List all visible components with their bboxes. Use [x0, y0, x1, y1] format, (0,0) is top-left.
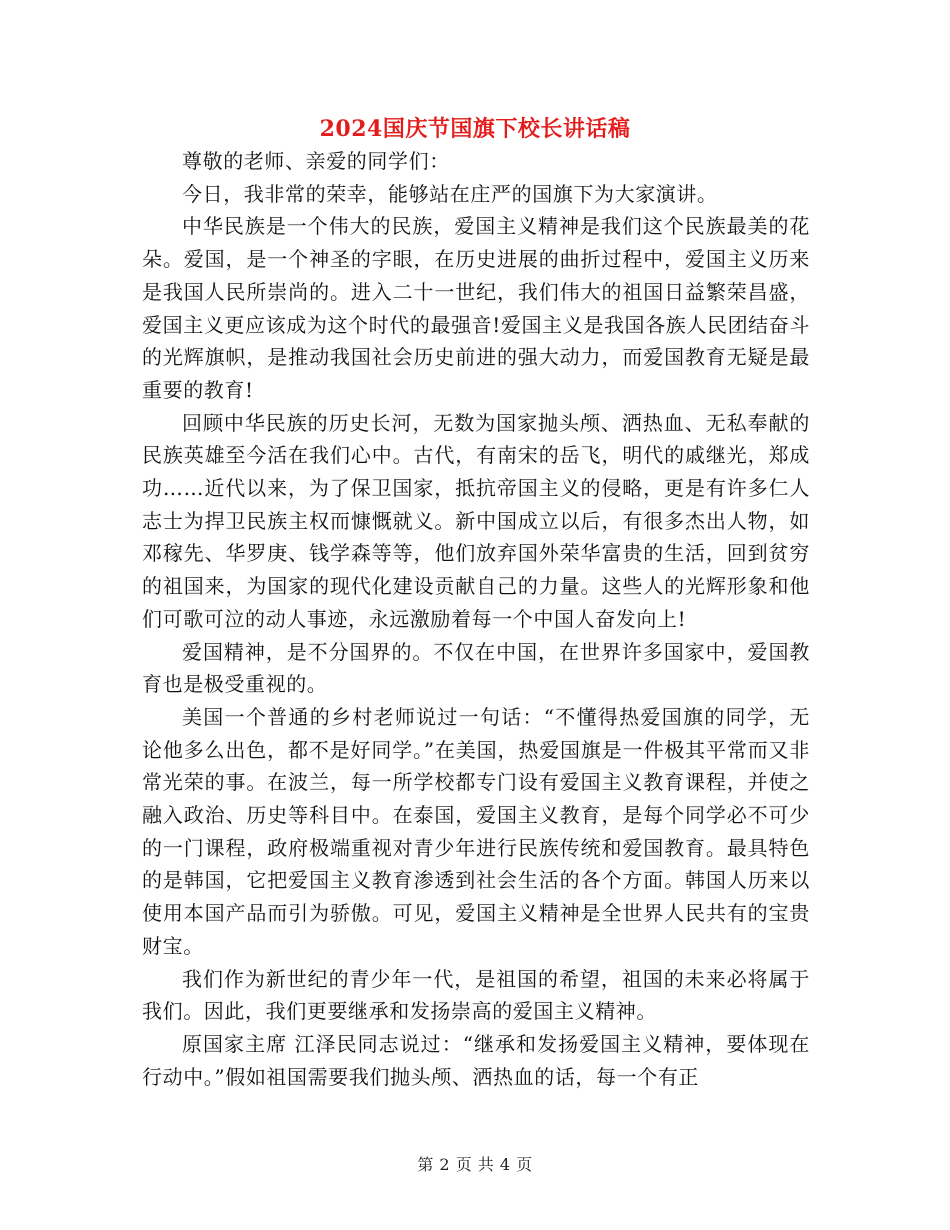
document-body [142, 145, 810, 1093]
paragraph: 爱国精神，是不分国界的。不仅在中国，在世界许多国家中，爱国教育也是极受重视的。 [142, 639, 810, 697]
paragraph-salutation: 尊敬的老师、亲爱的同学们： [182, 149, 450, 173]
paragraph: 原国家主席 江泽民同志说过：“继承和发扬爱国主义精神，要体现在行动中。”假如祖国需要我们抛头颅、洒热血的话，每一个有正 [142, 1031, 810, 1089]
paragraph: 我们作为新世纪的青少年一代，是祖国的希望，祖国的未来必将属于我们。因此，我们更要继承和发扬崇高的爱国主义精神。 [142, 966, 810, 1024]
paragraph: 中华民族是一个伟大的民族，爱国主义精神是我们这个民族最美的花朵。爱国，是一个神圣的字眼，在历史进展的曲折过程中，爱国主义历来是我国人民所崇尚的。进入二十一世纪，我们伟大的祖国日益繁荣昌盛，爱国主义更应该成为这个时代的最强音!爱国主义是我国各族人民团结奋斗的光辉旗帜，是推动我国社会历史前进的强大动力，而爱国教育无疑是最重要的教育! [142, 214, 810, 402]
page-footer: 第 2 页 共 4 页 [417, 1155, 533, 1174]
paragraph: 美国一个普通的乡村老师说过一句话：“不懂得热爱国旗的同学，无论他多么出色，都不是好同学。”在美国，热爱国旗是一件极其平常而又非常光荣的事。在波兰，每一所学校都专门设有爱国主义教育课程，并使之融入政治、历史等科目中。在泰国，爱国主义教育，是每个同学必不可少的一门课程，政府极端重视对青少年进行民族传统和爱国教育。最具特色的是韩国，它把爱国主义教育渗透到社会生活的各个方面。韩国人历来以使用本国产品而引为骄傲。可见，爱国主义精神是全世界人民共有的宝贵财宝。 [142, 704, 810, 958]
document-title: 2024国庆节国旗下校长讲话稿 [319, 116, 631, 142]
paragraph: 回顾中华民族的历史长河，无数为国家抛头颅、洒热血、无私奉献的民族英雄至今活在我们心中。古代，有南宋的岳飞，明代的戚继光，郑成功……近代以来，为了保卫国家，抵抗帝国主义的侵略，更是有许多仁人志士为捍卫民族主权而慷慨就义。新中国成立以后，有很多杰出人物，如邓稼先、华罗庚、钱学森等等，他们放弃国外荣华富贵的生活，回到贫穷的祖国来，为国家的现代化建设贡献自己的力量。这些人的光辉形象和他们可歌可泣的动人事迹，永远激励着每一个中国人奋发向上! [142, 410, 810, 631]
paragraph: 今日，我非常的荣幸，能够站在庄严的国旗下为大家演讲。 [182, 181, 718, 206]
